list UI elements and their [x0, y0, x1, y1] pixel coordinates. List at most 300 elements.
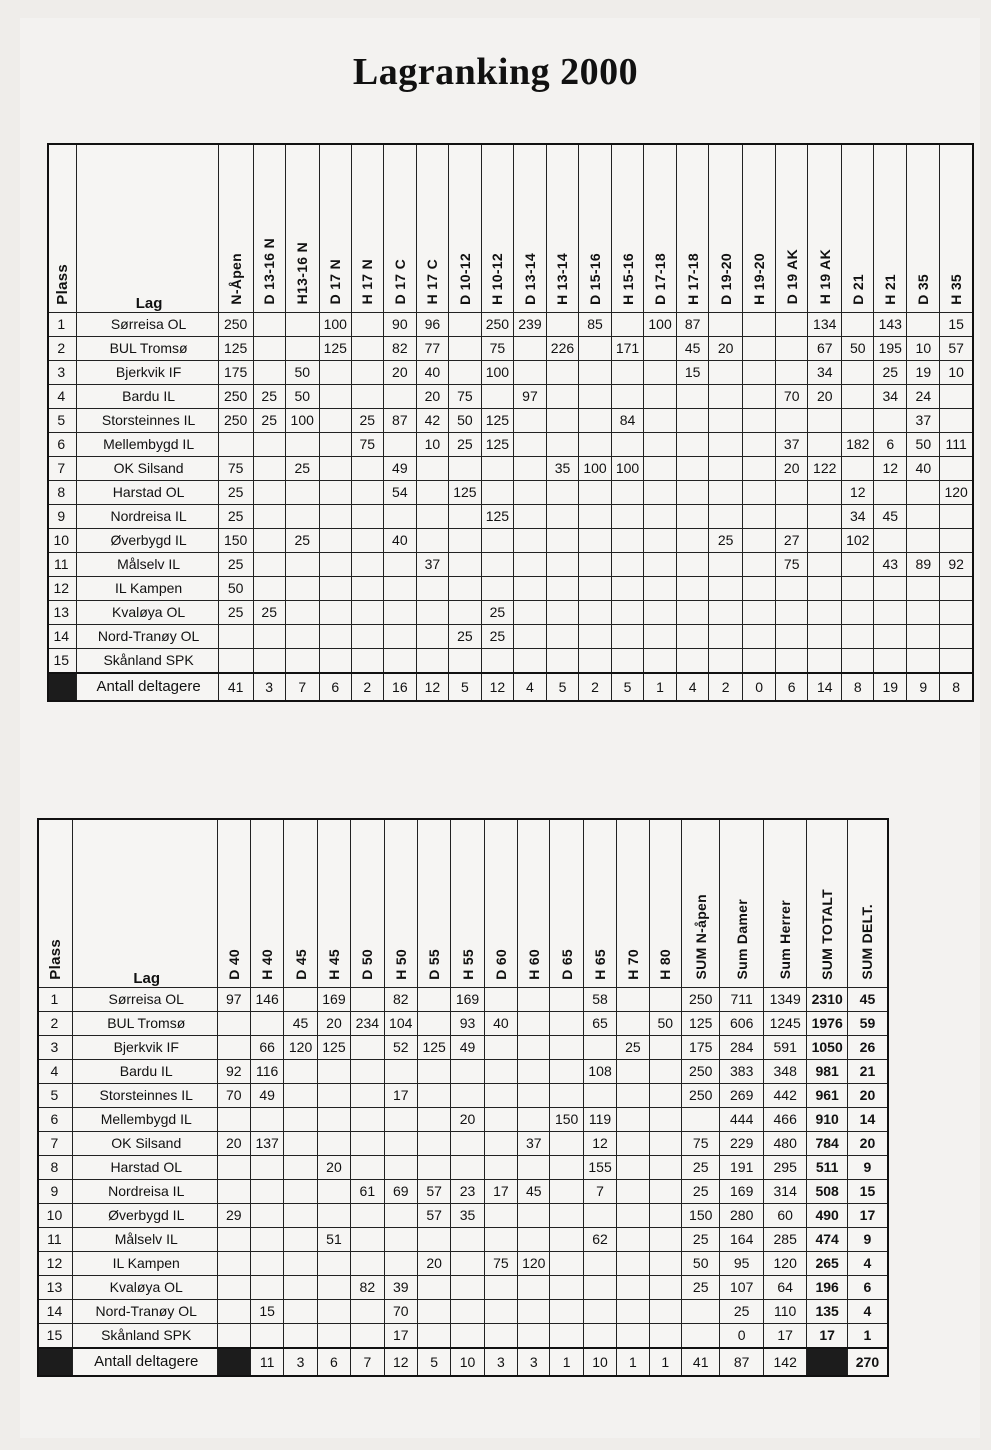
score-cell: [317, 1107, 350, 1131]
total-count-cell: 6: [317, 1348, 350, 1376]
score-cell: [583, 1323, 616, 1348]
score-cell: [649, 1155, 681, 1179]
rank-cell: 3: [38, 1035, 72, 1059]
score-cell: [550, 1323, 583, 1348]
score-cell: 49: [451, 1035, 484, 1059]
total-count-cell: 41: [682, 1348, 720, 1376]
score-cell: 143: [874, 312, 907, 336]
score-cell: [384, 1059, 417, 1083]
total-row: [38, 1348, 888, 1376]
score-cell: 17: [384, 1083, 417, 1107]
score-cell: [518, 1323, 550, 1348]
score-cell: [448, 528, 481, 552]
score-cell: [776, 312, 808, 336]
score-cell: [940, 576, 973, 600]
total-label: Antall deltagere: [72, 1348, 217, 1376]
score-cell: [417, 1083, 450, 1107]
team-name-cell: Målselv IL: [76, 552, 218, 576]
score-cell: 119: [583, 1107, 616, 1131]
score-cell: [579, 432, 612, 456]
score-cell: [253, 480, 285, 504]
score-cell: 84: [612, 408, 644, 432]
score-cell: [250, 1275, 283, 1299]
score-cell: [579, 624, 612, 648]
score-cell: 14: [847, 1107, 888, 1131]
score-cell: [253, 312, 285, 336]
score-cell: 50: [842, 336, 874, 360]
score-cell: [649, 1179, 681, 1203]
score-cell: [513, 528, 546, 552]
score-cell: 37: [907, 408, 940, 432]
total-row-marker: [38, 1348, 72, 1376]
score-cell: [550, 1251, 583, 1275]
score-cell: [546, 480, 578, 504]
score-cell: [351, 528, 383, 552]
score-cell: 50: [285, 360, 319, 384]
score-cell: [351, 1203, 384, 1227]
total-count-cell: 41: [218, 673, 253, 701]
score-cell: 981: [807, 1059, 847, 1083]
score-cell: [416, 528, 448, 552]
score-cell: [808, 600, 842, 624]
score-cell: [250, 1179, 283, 1203]
column-header-class: [285, 144, 319, 312]
column-header-class: [481, 144, 513, 312]
score-cell: 61: [351, 1179, 384, 1203]
score-cell: [284, 1275, 317, 1299]
score-cell: [808, 648, 842, 673]
score-cell: [448, 504, 481, 528]
score-cell: [617, 1203, 649, 1227]
total-count-cell: 19: [874, 673, 907, 701]
score-cell: [649, 1035, 681, 1059]
score-cell: 77: [416, 336, 448, 360]
total-count-cell: 1: [644, 673, 677, 701]
column-header-label: D 17 C: [391, 259, 408, 305]
score-cell: 12: [842, 480, 874, 504]
total-count-cell: 2: [709, 673, 743, 701]
score-cell: 155: [583, 1155, 616, 1179]
column-header-lag: [72, 819, 217, 987]
column-header-class: [682, 819, 720, 987]
score-cell: 87: [383, 408, 416, 432]
score-cell: [842, 600, 874, 624]
score-cell: 164: [720, 1227, 764, 1251]
column-header-class: [518, 819, 550, 987]
score-cell: [617, 1059, 649, 1083]
score-cell: 1349: [763, 987, 807, 1011]
score-cell: 12: [874, 456, 907, 480]
score-cell: [383, 552, 416, 576]
column-header-label: H 55: [459, 948, 476, 980]
score-cell: [550, 987, 583, 1011]
score-cell: [617, 1011, 649, 1035]
score-cell: 92: [217, 1059, 250, 1083]
score-cell: [484, 1035, 517, 1059]
score-cell: 20: [317, 1155, 350, 1179]
score-cell: 85: [579, 312, 612, 336]
score-cell: 49: [383, 456, 416, 480]
total-count-cell: 8: [940, 673, 973, 701]
column-header-class: [546, 144, 578, 312]
score-cell: [550, 1203, 583, 1227]
score-cell: [253, 624, 285, 648]
score-cell: [644, 576, 677, 600]
column-header-class: [513, 144, 546, 312]
score-cell: [579, 528, 612, 552]
total-count-cell: 12: [384, 1348, 417, 1376]
score-cell: [317, 1131, 350, 1155]
score-cell: 52: [384, 1035, 417, 1059]
table-row: [38, 1227, 888, 1251]
score-cell: 191: [720, 1155, 764, 1179]
team-name-cell: Nordreisa IL: [72, 1179, 217, 1203]
score-cell: [649, 1131, 681, 1155]
score-cell: 25: [285, 456, 319, 480]
score-cell: [417, 1323, 450, 1348]
score-cell: [253, 576, 285, 600]
score-cell: [448, 576, 481, 600]
score-cell: [709, 576, 743, 600]
score-cell: 125: [317, 1035, 350, 1059]
score-cell: 67: [808, 336, 842, 360]
score-cell: [743, 456, 776, 480]
column-header-class: [217, 819, 250, 987]
score-cell: [351, 624, 383, 648]
column-header-class: [250, 819, 283, 987]
score-cell: [319, 576, 351, 600]
score-cell: 250: [682, 1059, 720, 1083]
score-cell: 125: [417, 1035, 450, 1059]
score-cell: 25: [709, 528, 743, 552]
score-cell: 89: [907, 552, 940, 576]
score-cell: [285, 600, 319, 624]
score-cell: [284, 1083, 317, 1107]
total-count-cell: 7: [285, 673, 319, 701]
score-cell: 466: [763, 1107, 807, 1131]
score-cell: [743, 528, 776, 552]
score-cell: [743, 552, 776, 576]
team-name-cell: Nordreisa IL: [76, 504, 218, 528]
score-cell: 239: [513, 312, 546, 336]
table-row: [48, 528, 973, 552]
score-cell: 100: [319, 312, 351, 336]
team-name-cell: Skånland SPK: [76, 648, 218, 673]
score-cell: 146: [250, 987, 283, 1011]
score-cell: 280: [720, 1203, 764, 1227]
score-cell: [513, 504, 546, 528]
column-header-class: [416, 144, 448, 312]
score-cell: 108: [583, 1059, 616, 1083]
score-cell: [776, 648, 808, 673]
column-header-class: [612, 144, 644, 312]
table-row: [48, 480, 973, 504]
score-cell: 20: [317, 1011, 350, 1035]
score-cell: [808, 624, 842, 648]
column-header-class: [253, 144, 285, 312]
total-count-cell: 12: [416, 673, 448, 701]
column-header-class: [384, 819, 417, 987]
column-header-class: [218, 144, 253, 312]
score-cell: [743, 576, 776, 600]
score-cell: [518, 1155, 550, 1179]
table-row: [48, 456, 973, 480]
score-cell: [907, 624, 940, 648]
column-header-label: Lag: [135, 294, 163, 312]
score-cell: [284, 1131, 317, 1155]
score-cell: [644, 600, 677, 624]
score-cell: 20: [709, 336, 743, 360]
score-cell: [644, 456, 677, 480]
rank-cell: 3: [48, 360, 76, 384]
team-name-cell: Kvaløya OL: [72, 1275, 217, 1299]
total-count-cell: 1: [649, 1348, 681, 1376]
total-count-cell: 3: [253, 673, 285, 701]
score-cell: [617, 1155, 649, 1179]
total-label: Antall deltagere: [76, 673, 218, 701]
score-cell: [451, 1059, 484, 1083]
table-row: [48, 552, 973, 576]
score-cell: [250, 1107, 283, 1131]
score-cell: 95: [720, 1251, 764, 1275]
score-cell: [550, 1275, 583, 1299]
column-header-label: D 50: [359, 948, 376, 980]
score-cell: [384, 1251, 417, 1275]
column-header-class: [583, 819, 616, 987]
score-cell: 45: [518, 1179, 550, 1203]
score-cell: [351, 1083, 384, 1107]
score-cell: [583, 1251, 616, 1275]
ranking-table-1: [47, 143, 974, 702]
score-cell: 137: [250, 1131, 283, 1155]
score-cell: [451, 1251, 484, 1275]
score-cell: 125: [218, 336, 253, 360]
team-name-cell: Sørreisa OL: [76, 312, 218, 336]
score-cell: [218, 624, 253, 648]
score-cell: [285, 480, 319, 504]
score-cell: 20: [847, 1083, 888, 1107]
score-cell: 1050: [807, 1035, 847, 1059]
score-cell: [319, 480, 351, 504]
score-cell: 125: [319, 336, 351, 360]
score-cell: [285, 552, 319, 576]
score-cell: [808, 504, 842, 528]
score-cell: [940, 600, 973, 624]
score-cell: [709, 360, 743, 384]
score-cell: 51: [317, 1227, 350, 1251]
score-cell: 39: [384, 1275, 417, 1299]
score-cell: 35: [546, 456, 578, 480]
score-cell: 110: [763, 1299, 807, 1323]
team-name-cell: BUL Tromsø: [72, 1011, 217, 1035]
total-count-cell: 16: [383, 673, 416, 701]
score-cell: [644, 480, 677, 504]
score-cell: 116: [250, 1059, 283, 1083]
score-cell: [842, 648, 874, 673]
score-cell: [842, 360, 874, 384]
score-cell: [217, 1323, 250, 1348]
score-cell: [351, 336, 383, 360]
score-cell: [284, 1203, 317, 1227]
score-cell: [317, 1251, 350, 1275]
score-cell: 122: [808, 456, 842, 480]
score-cell: [677, 576, 709, 600]
column-header-class: [644, 144, 677, 312]
score-cell: [550, 1083, 583, 1107]
column-header-class: [579, 144, 612, 312]
score-cell: 40: [383, 528, 416, 552]
score-cell: [617, 1179, 649, 1203]
score-cell: [617, 1323, 649, 1348]
score-cell: [644, 432, 677, 456]
score-cell: [481, 648, 513, 673]
score-cell: 169: [451, 987, 484, 1011]
score-cell: [709, 600, 743, 624]
score-cell: [218, 432, 253, 456]
score-cell: 229: [720, 1131, 764, 1155]
total-count-cell: 5: [448, 673, 481, 701]
score-cell: [842, 456, 874, 480]
score-cell: [644, 552, 677, 576]
rank-cell: 12: [38, 1251, 72, 1275]
team-name-cell: Storsteinnes IL: [76, 408, 218, 432]
score-cell: 182: [842, 432, 874, 456]
score-cell: [644, 408, 677, 432]
total-count-cell: 3: [284, 1348, 317, 1376]
score-cell: [677, 456, 709, 480]
score-cell: [940, 384, 973, 408]
score-cell: 45: [847, 987, 888, 1011]
score-cell: [513, 576, 546, 600]
score-cell: [317, 1179, 350, 1203]
total-count-cell: [807, 1348, 847, 1376]
rank-cell: 11: [48, 552, 76, 576]
score-cell: 111: [940, 432, 973, 456]
table-row: [38, 1203, 888, 1227]
score-cell: [907, 312, 940, 336]
score-cell: [743, 504, 776, 528]
score-cell: 20: [451, 1107, 484, 1131]
score-cell: [709, 552, 743, 576]
score-cell: [250, 1203, 283, 1227]
score-cell: 57: [417, 1179, 450, 1203]
score-cell: 25: [218, 600, 253, 624]
score-cell: 7: [583, 1179, 616, 1203]
score-cell: [383, 648, 416, 673]
column-header-label: SUM N-åpen: [692, 894, 709, 980]
score-cell: 10: [940, 360, 973, 384]
score-cell: 70: [776, 384, 808, 408]
score-cell: [383, 600, 416, 624]
score-cell: [579, 504, 612, 528]
score-cell: 171: [612, 336, 644, 360]
score-cell: [709, 408, 743, 432]
score-cell: 0: [720, 1323, 764, 1348]
score-cell: [416, 480, 448, 504]
score-cell: [351, 384, 383, 408]
score-cell: [649, 1275, 681, 1299]
score-cell: [612, 576, 644, 600]
column-header-label: Sum Damer: [733, 898, 750, 980]
rank-cell: 7: [48, 456, 76, 480]
score-cell: 90: [383, 312, 416, 336]
column-header-label: H 70: [624, 948, 641, 980]
table-row: [38, 1035, 888, 1059]
table-row: [38, 1011, 888, 1035]
score-cell: 6: [847, 1275, 888, 1299]
column-header-label: H 19 AK: [816, 249, 833, 305]
score-cell: [513, 408, 546, 432]
team-name-cell: Skånland SPK: [72, 1323, 217, 1348]
score-cell: 93: [451, 1011, 484, 1035]
column-header-class: [847, 819, 888, 987]
column-header-label: H 35: [948, 273, 965, 305]
score-cell: 42: [416, 408, 448, 432]
score-cell: 75: [218, 456, 253, 480]
column-header-label: H 17 N: [359, 259, 376, 305]
score-cell: [677, 480, 709, 504]
score-cell: [513, 336, 546, 360]
score-cell: [518, 1299, 550, 1323]
score-cell: [484, 1203, 517, 1227]
team-name-cell: Bardu IL: [76, 384, 218, 408]
score-cell: 508: [807, 1179, 847, 1203]
score-cell: [217, 1011, 250, 1035]
column-header-label: H 65: [592, 948, 609, 980]
rank-cell: 14: [48, 624, 76, 648]
team-name-cell: Øverbygd IL: [76, 528, 218, 552]
column-header-label: H 45: [325, 948, 342, 980]
score-cell: [579, 384, 612, 408]
score-cell: 25: [682, 1227, 720, 1251]
score-cell: [649, 1083, 681, 1107]
rank-cell: 8: [48, 480, 76, 504]
score-cell: [709, 480, 743, 504]
column-header-class: [743, 144, 776, 312]
score-cell: [416, 648, 448, 673]
score-cell: [351, 1251, 384, 1275]
score-cell: 150: [218, 528, 253, 552]
score-cell: 15: [677, 360, 709, 384]
rank-cell: 6: [48, 432, 76, 456]
score-cell: [384, 1107, 417, 1131]
score-cell: [351, 1059, 384, 1083]
rank-cell: 4: [38, 1059, 72, 1083]
score-cell: [284, 1323, 317, 1348]
score-cell: 20: [808, 384, 842, 408]
score-cell: 54: [383, 480, 416, 504]
score-cell: 25: [218, 552, 253, 576]
score-cell: [351, 576, 383, 600]
score-cell: [617, 1299, 649, 1323]
score-cell: [448, 600, 481, 624]
rank-cell: 5: [38, 1083, 72, 1107]
score-cell: [284, 1155, 317, 1179]
score-cell: [513, 600, 546, 624]
score-cell: [513, 480, 546, 504]
score-cell: [776, 480, 808, 504]
score-cell: 50: [218, 576, 253, 600]
score-cell: [451, 1131, 484, 1155]
score-cell: 50: [448, 408, 481, 432]
score-cell: 135: [807, 1299, 847, 1323]
score-cell: 70: [217, 1083, 250, 1107]
score-cell: [481, 456, 513, 480]
score-cell: 25: [617, 1035, 649, 1059]
team-name-cell: Bardu IL: [72, 1059, 217, 1083]
score-cell: 20: [417, 1251, 450, 1275]
score-cell: [612, 384, 644, 408]
